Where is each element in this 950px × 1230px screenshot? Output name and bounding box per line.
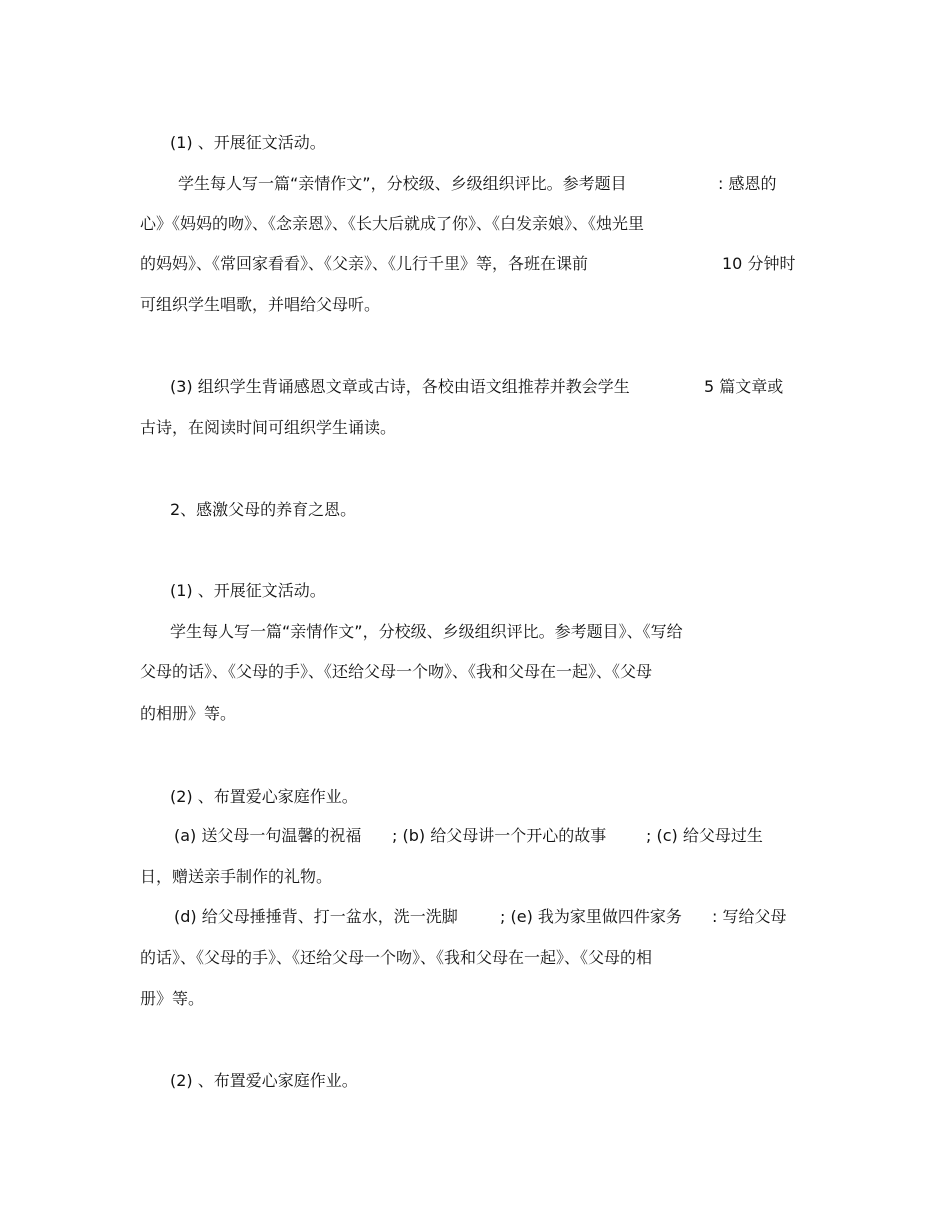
text-line: ; (e) 我为家里做四件家务 xyxy=(500,907,682,926)
subsection-heading xyxy=(170,580,326,602)
text-line: (3) 组织学生背诵感恩文章或古诗，各校由语文组推荐并教会学生 xyxy=(170,377,630,396)
text-line: (2) 、布置爱心家庭作业。 xyxy=(170,1071,358,1090)
text-line: 古诗，在阅读时间可组织学生诵读。 xyxy=(140,418,397,437)
text-line: 学生每人写一篇“亲情作文”，分校级、乡级组织评比。参考题目》、《写给 xyxy=(170,622,683,641)
text-line: (1) 、开展征文活动。 xyxy=(170,581,326,600)
paragraph-line xyxy=(140,661,652,683)
text-line: ; (c) 给父母过生 xyxy=(646,826,763,845)
text-line: 的妈妈》、《常回家看看》、《父亲》、《儿行千里》等，各班在课前 xyxy=(140,254,589,273)
paragraph-line xyxy=(140,947,652,969)
text-line: (a) 送父母一句温馨的祝福 xyxy=(174,826,362,845)
text-line: 日，赠送亲手制作的礼物。 xyxy=(140,867,333,886)
text-line: (2) 、布置爱心家庭作业。 xyxy=(170,787,358,806)
paragraph-line xyxy=(704,376,783,398)
paragraph-line xyxy=(392,825,606,847)
paragraph-line xyxy=(140,866,332,888)
text-line: 2、感激父母的养育之恩。 xyxy=(170,500,357,519)
subsection-heading xyxy=(170,132,326,154)
paragraph-line xyxy=(140,294,380,316)
text-line: 心》《妈妈的吻》、《念亲恩》、《长大后就成了你》、《白发亲娘》、《烛光里 xyxy=(140,214,645,233)
subsection-heading xyxy=(170,786,358,808)
paragraph-line xyxy=(140,213,644,235)
text-line: 5 篇文章或 xyxy=(704,377,784,396)
paragraph-line xyxy=(712,906,786,928)
text-line: ; (b) 给父母讲一个开心的故事 xyxy=(392,826,607,845)
paragraph-line xyxy=(646,825,763,847)
text-line: : 感恩的 xyxy=(718,174,777,193)
text-line: (1) 、开展征文活动。 xyxy=(170,133,326,152)
paragraph-line xyxy=(174,825,361,847)
text-line: 学生每人写一篇“亲情作文”，分校级、乡级组织评比。参考题目 xyxy=(178,174,627,193)
paragraph-line xyxy=(718,173,776,195)
text-line: : 写给父母 xyxy=(712,907,787,926)
paragraph-line xyxy=(140,253,588,275)
text-line: 的相册》等。 xyxy=(140,704,237,723)
subsection-heading xyxy=(170,1070,358,1092)
paragraph-line xyxy=(500,906,682,928)
text-line: 的话》、《父母的手》、《还给父母一个吻》、《我和父母在一起》、《父母的相 xyxy=(140,948,653,967)
section-heading xyxy=(170,499,356,521)
paragraph-line xyxy=(722,253,795,275)
paragraph-line xyxy=(140,703,236,725)
paragraph-line xyxy=(170,621,683,643)
paragraph-line xyxy=(178,173,627,195)
paragraph-line xyxy=(140,417,396,439)
text-line: 册》等。 xyxy=(140,989,205,1008)
text-line: (d) 给父母捶捶背、打一盆水，洗一洗脚 xyxy=(174,907,458,926)
paragraph-line xyxy=(170,376,630,398)
paragraph-line xyxy=(140,988,204,1010)
paragraph-line xyxy=(174,906,458,928)
text-line: 父母的话》、《父母的手》、《还给父母一个吻》、《我和父母在一起》、《父母 xyxy=(140,662,653,681)
text-line: 可组织学生唱歌，并唱给父母听。 xyxy=(140,295,381,314)
text-line: 10 分钟时 xyxy=(722,254,796,273)
